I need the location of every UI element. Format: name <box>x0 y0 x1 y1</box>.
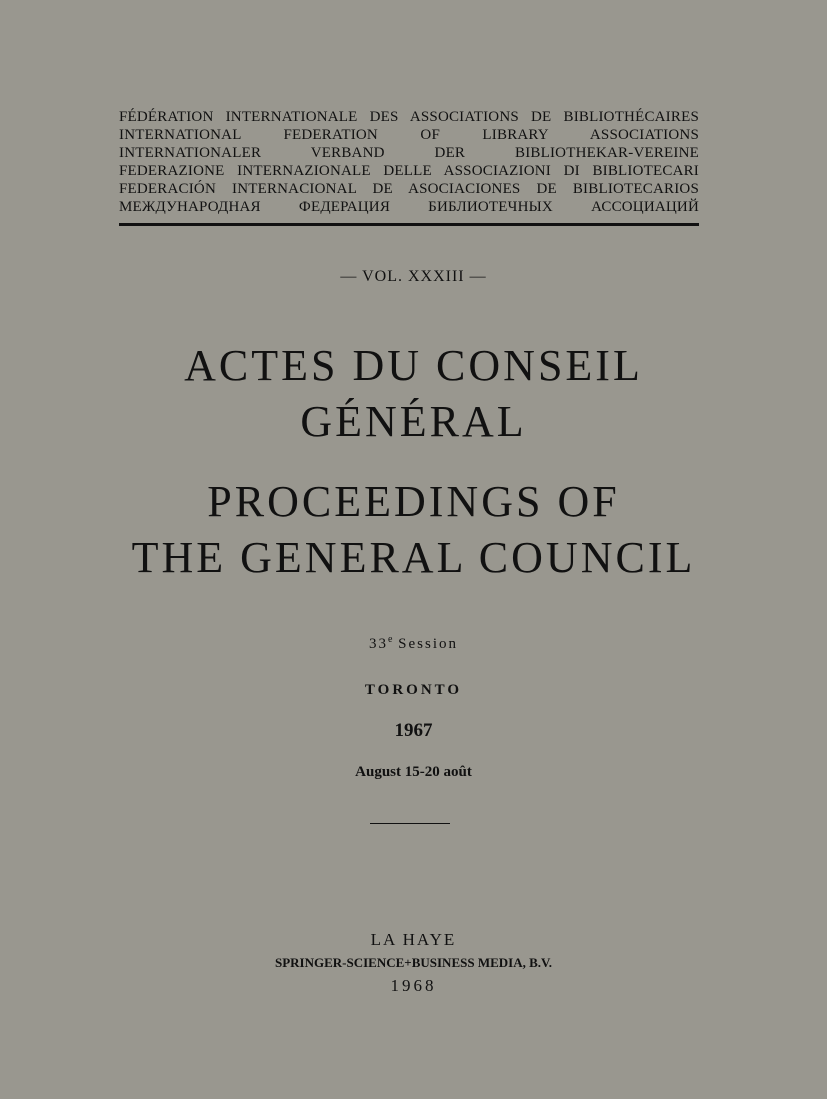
volume-number: — VOL. XXXIII — <box>340 268 487 285</box>
federation-name-spanish: FEDERACIÓN INTERNACIONAL DE ASOCIACIONES DE BIBLIOTECARIOS <box>119 181 699 197</box>
publication-year: 1968 <box>390 976 437 995</box>
federation-name-german: INTERNATIONALER VERBAND DER BIBLIOTHEKAR-VEREINE <box>119 145 699 161</box>
title-english-line-1: PROCEEDINGS OF <box>207 477 620 526</box>
session-label: Session <box>398 636 459 652</box>
federation-name-russian: МЕЖДУНАРОДНАЯ ФЕДЕРАЦИЯ БИБЛИОТЕЧНЫХ АССОЦИАЦИЙ <box>119 199 699 215</box>
publication-city: LA HAYE <box>370 930 457 949</box>
session-number: 33 <box>368 636 388 652</box>
title-french-line-1: ACTES DU CONSEIL <box>184 341 643 390</box>
federation-names <box>119 108 699 216</box>
session-info <box>0 634 827 653</box>
title-english-line-2: THE GENERAL COUNCIL <box>131 533 696 582</box>
title-english <box>0 474 827 586</box>
short-divider <box>370 823 450 824</box>
federation-name-french: FÉDÉRATION INTERNATIONALE DES ASSOCIATIONS DE BIBLIOTHÉCAIRES <box>119 109 699 125</box>
federation-name-italian: FEDERAZIONE INTERNAZIONALE DELLE ASSOCIAZIONI DI BIBLIOTECARI <box>119 163 699 179</box>
conference-year: 1967 <box>394 720 433 741</box>
federation-name-english: INTERNATIONAL FEDERATION OF LIBRARY ASSOCIATIONS <box>119 127 699 143</box>
title-french <box>0 338 827 450</box>
conference-city: TORONTO <box>364 682 463 698</box>
conference-dates: August 15-20 août <box>355 764 472 780</box>
title-french-line-2: GÉNÉRAL <box>300 397 527 446</box>
header-divider <box>119 223 699 226</box>
publisher-name: SPRINGER-SCIENCE+BUSINESS MEDIA, B.V. <box>275 955 552 970</box>
session-superscript: e <box>387 634 393 645</box>
